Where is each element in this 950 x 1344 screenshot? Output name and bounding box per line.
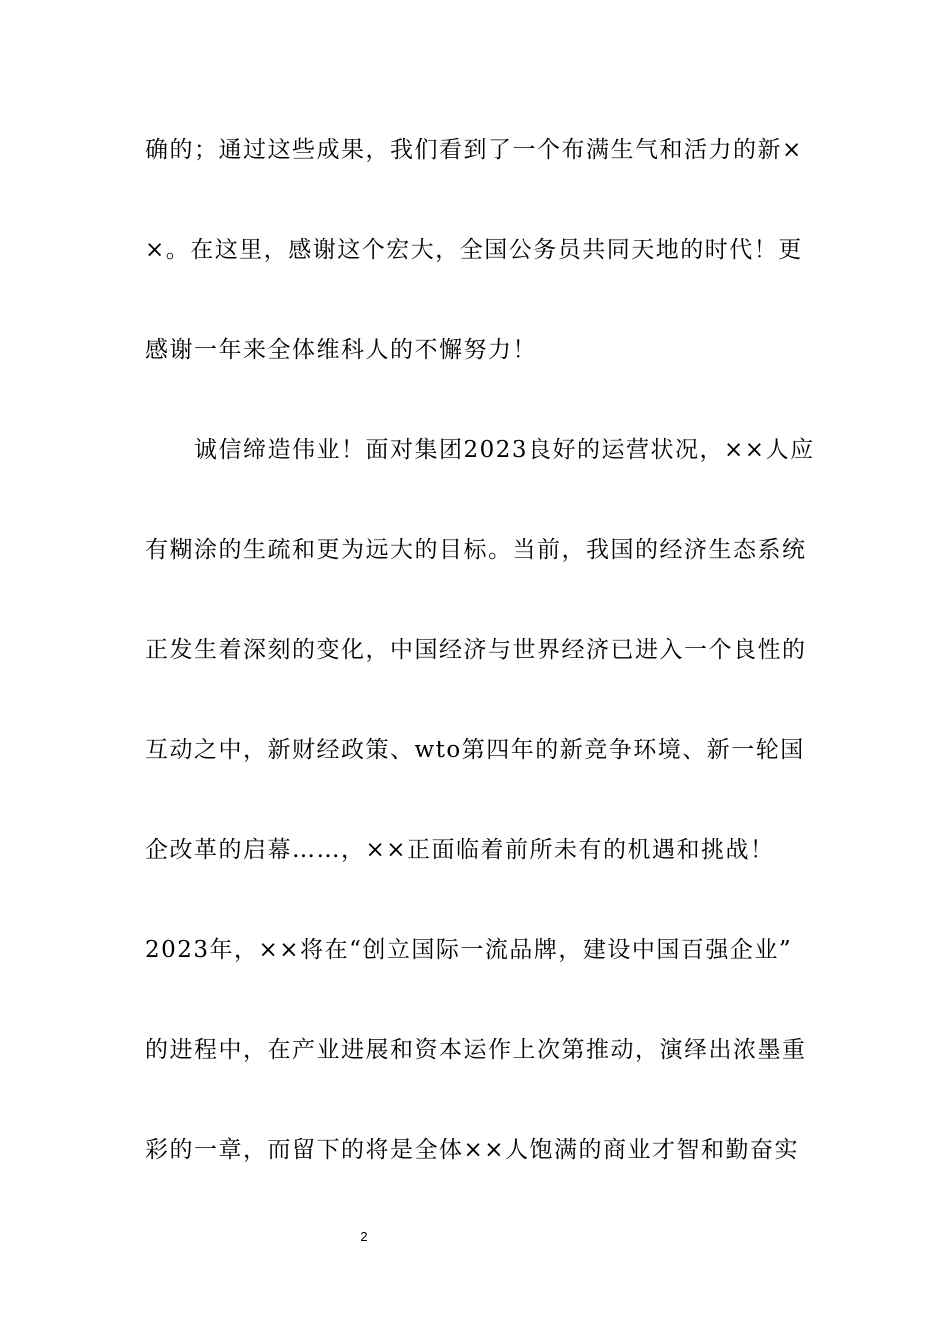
- text-line: 互动之中，新财经政策、wto第四年的新竞争环境、新一轮国: [145, 737, 805, 763]
- paragraph-first-line: 诚信缔造伟业！面对集团2023良好的运营状况，××人应: [194, 437, 815, 463]
- text-line: 企改革的启幕……，××正面临着前所未有的机遇和挑战！: [145, 837, 775, 863]
- text-line: 2023年，××将在“创立国际一流品牌，建设中国百强企业”: [145, 937, 793, 963]
- page-number: 2: [360, 1229, 368, 1244]
- text-line: 有糊涂的生疏和更为远大的目标。当前，我国的经济生态系统: [145, 537, 807, 563]
- text-line: 正发生着深刻的变化，中国经济与世界经济已进入一个良性的: [145, 637, 807, 663]
- text-line: 感谢一年来全体维科人的不懈努力！: [145, 337, 537, 363]
- text-line: 的进程中，在产业进展和资本运作上次第推动，演绎出浓墨重: [145, 1037, 807, 1063]
- text-line: ×。在这里，感谢这个宏大，全国公务员共同天地的时代！更: [145, 237, 803, 263]
- text-line: 确的；通过这些成果，我们看到了一个布满生气和活力的新×: [145, 137, 803, 163]
- text-line: 彩的一章，而留下的将是全体××人饱满的商业才智和勤奋实: [145, 1137, 800, 1163]
